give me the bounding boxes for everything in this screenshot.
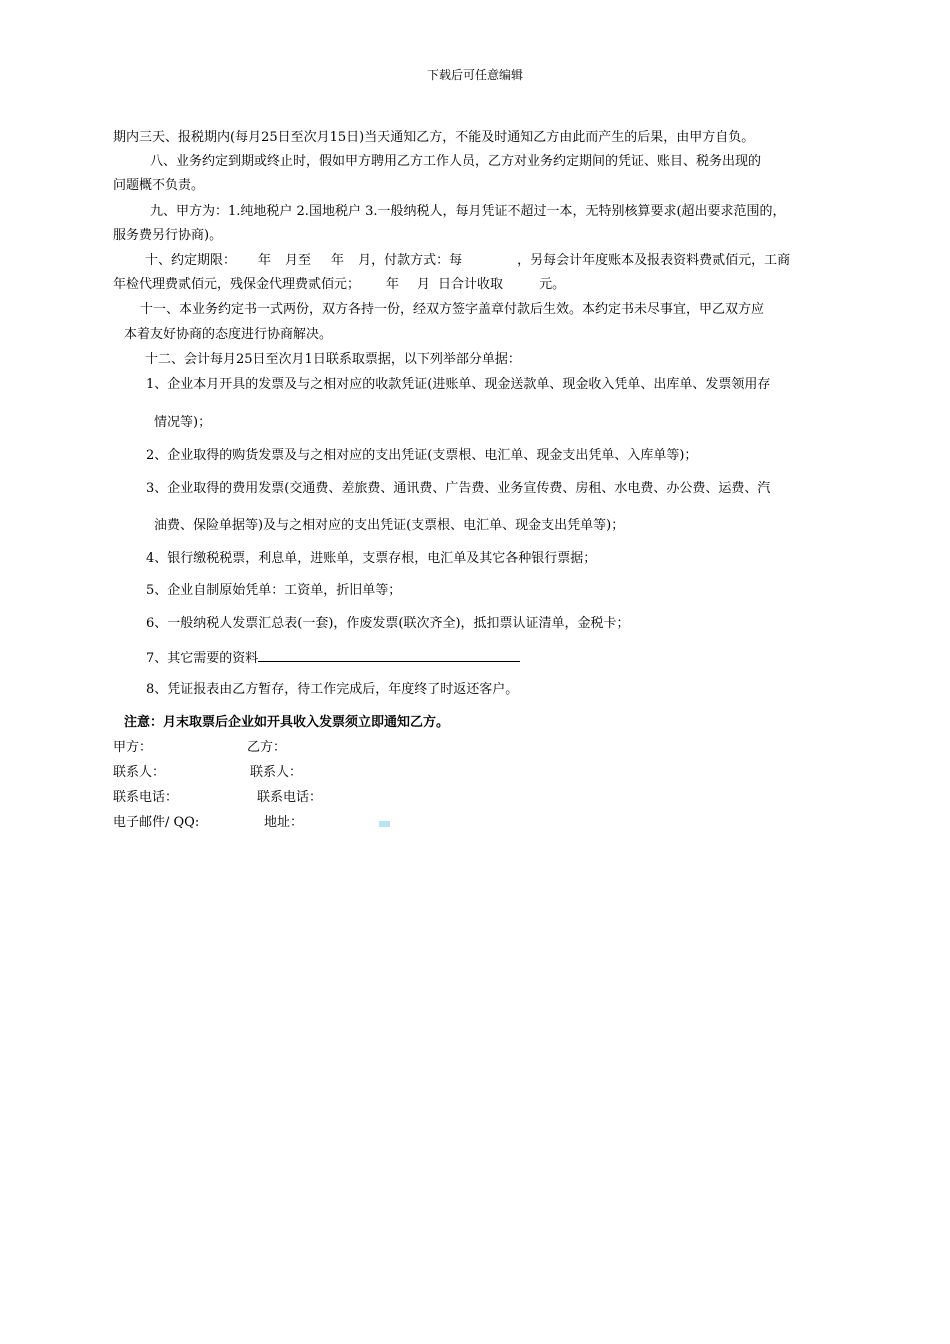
total-month: 月 <box>417 277 431 292</box>
list-item-3-line-1: 3、企业取得的费用发票(交通费、差旅费、通讯费、广告费、业务宣传费、房租、水电费、办公费、运费、汽 <box>146 481 771 496</box>
address-label: 地址： <box>264 815 304 830</box>
paragraph-11-line-2: 本着友好协商的态度进行协商解决。 <box>124 327 333 342</box>
list-item-5: 5、企业自制原始凭单：工资单，折旧单等； <box>146 583 402 598</box>
list-item-2: 2、企业取得的购货发票及与之相对应的支出凭证(支票根、电汇单、现金支出凭单、入库单等)； <box>146 448 698 463</box>
list-item-8: 8、凭证报表由乙方暂存，待工作完成后，年度终了时返还客户。 <box>146 682 519 697</box>
term-month-1: 月至 <box>285 253 312 268</box>
term-label: 十、约定期限： <box>145 253 237 268</box>
paragraph-7-continuation: 期内三天、报税期内(每月25日至次月15日)当天通知乙方，不能及时通知乙方由此而产生的后果，由甲方自负。 <box>113 130 755 145</box>
list-item-7-label: 7、其它需要的资料 <box>146 651 259 666</box>
list-item-6: 6、一般纳税人发票汇总表(一套)，作废发票(联次齐全)，抵扣票认证清单，金税卡； <box>146 616 630 631</box>
list-item-7 <box>146 649 520 667</box>
payment-method: 月，付款方式：每 <box>358 253 463 268</box>
total-year: 年 <box>386 277 400 292</box>
list-item-1-line-1: 1、企业本月开具的发票及与之相对应的收款凭证(进账单、现金送款单、现金收入凭单、出库单、发票领用存 <box>146 377 771 392</box>
phone-b-label: 联系电话： <box>257 790 323 805</box>
paragraph-10-line-1 <box>145 253 790 269</box>
other-fees: 年检代理费贰佰元，残保金代理费贰佰元； <box>113 277 361 292</box>
fill-in-blank <box>258 649 520 662</box>
list-item-3-line-2: 油费、保险单据等)及与之相对应的支出凭证(支票根、电汇单、现金支出凭单等)； <box>154 518 625 533</box>
term-year-1: 年 <box>258 253 272 268</box>
notice: 注意：月末取票后企业如开具收入发票须立即通知乙方。 <box>124 715 450 730</box>
list-item-4: 4、银行缴税税票，利息单，进账单，支票存根，电汇单及其它各种银行票据； <box>146 551 597 566</box>
paragraph-8-line-1: 八、业务约定到期或终止时，假如甲方聘用乙方工作人员，乙方对业务约定期间的凭证、账目、税务出现的 <box>150 154 762 169</box>
total-day: 日合计收取 <box>438 277 504 292</box>
paragraph-9-line-2: 服务费另行协商)。 <box>113 228 223 243</box>
paragraph-8-line-2: 问题概不负责。 <box>113 178 205 193</box>
annual-fees: ，另每会计年度账本及报表资料费贰佰元，工商 <box>517 253 791 268</box>
phone-a-label: 联系电话： <box>113 790 179 805</box>
email-qq-label: 电子邮件/ QQ: <box>113 815 200 830</box>
highlight-mark <box>379 821 390 827</box>
contact-a-label: 联系人： <box>113 765 166 780</box>
paragraph-12: 十二、会计每月25日至次月1日联系取票据，以下列举部分单据： <box>145 352 521 367</box>
party-a-label: 甲方： <box>113 740 153 755</box>
party-b-label: 乙方： <box>247 740 287 755</box>
total-unit: 元。 <box>539 277 566 292</box>
contact-b-label: 联系人： <box>250 765 303 780</box>
paragraph-11-line-1: 十一、本业务约定书一式两份，双方各持一份，经双方签字盖章付款后生效。本约定书未尽事宜，甲乙双方应 <box>140 302 765 317</box>
list-item-1-line-2: 情况等)； <box>154 415 212 430</box>
paragraph-9-line-1: 九、甲方为：1.纯地税户 2.国地税户 3.一般纳税人，每月凭证不超过一本，无特别核算要求(超出要求范围的， <box>150 204 786 219</box>
paragraph-10-line-2 <box>113 277 565 293</box>
header-note: 下载后可任意编辑 <box>426 68 523 82</box>
term-year-2: 年 <box>331 253 345 268</box>
